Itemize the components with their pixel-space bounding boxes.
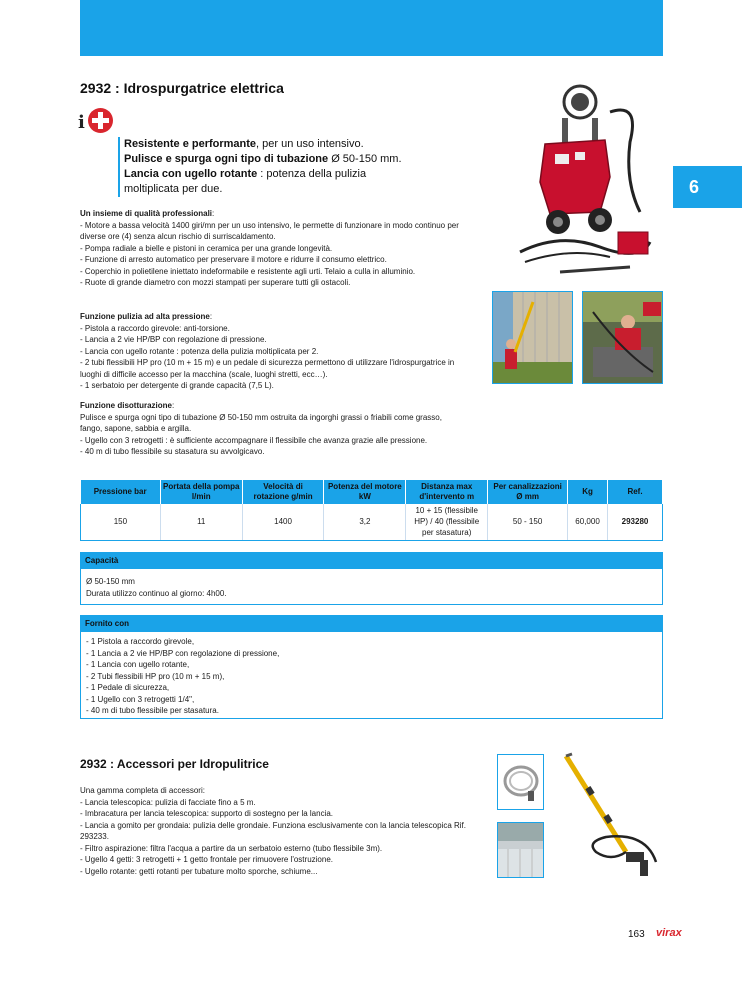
gutter-lance-image (497, 822, 544, 878)
accessories-title: 2932 : Accessori per Idropulitrice (80, 757, 269, 771)
pressure-line: - Lancia a 2 vie HP/BP con regolazione di pressione. (80, 335, 267, 344)
highlight-line: Resistente e performante, per un uso intensivo. (124, 138, 364, 150)
col-power: Potenza del motore kW (324, 480, 406, 504)
col-ref: Ref. (608, 480, 663, 504)
highlight-line: Pulisce e spurga ogni tipo di tubazione Ø 50-150 mm. (124, 153, 402, 165)
supplied-line: - 40 m di tubo flessibile per stasatura. (86, 706, 219, 715)
col-distance: Distanza max d'intervento m (406, 480, 488, 504)
accessories-section (80, 785, 480, 877)
telescopic-lance-image (556, 752, 666, 880)
cell-power: 3,2 (324, 504, 406, 540)
capacity-line: Ø 50-150 mm (86, 577, 135, 586)
supplied-heading: Fornito con (81, 616, 662, 632)
highlight-line: Lancia con ugello rotante : potenza della pulizia moltiplicata per due. (124, 168, 367, 195)
chapter-number: 6 (689, 177, 700, 197)
unclog-line: Pulisce e spurga ogni tipo di tubazione Ø 50-150 mm ostruita da ingorghi grassi o friabili come grasso, fango, sapone, sabbia e argilla. (80, 412, 442, 433)
pressure-heading: Funzione pulizia ad alta pressione (80, 312, 210, 321)
pressure-line: - 1 serbatoio per detergente di grande capacità (7,5 L). (80, 381, 274, 390)
capacity-box (80, 552, 663, 605)
pressure-section: Funzione pulizia ad alta pressione: - Pistola a raccordo girevole: anti-torsione. - Lancia a 2 vie HP/BP con regolazione di pressione. - Lancia con ugello rotante : potenza della pulizia moltiplicata per 2. - 2 tubi flessibili HP pro (10 m + 15 m) e un pedale di sicurezza permettono di utilizzare l'idrospurgatrice in luoghi di difficile accesso per la macchina (scale, luoghi stretti, ecc…). - 1 serbatoio per detergente di grande capacità (7,5 L). (80, 311, 460, 392)
cell-ref: 293280 (608, 504, 663, 540)
chapter-tab[interactable] (673, 166, 742, 208)
unclog-line: - Ugello con 3 retrogetti : è sufficiente accompagnare il flessibile che avanza grazie alle pressione. (80, 435, 428, 445)
col-diameter: Per canalizzazioni Ø mm (488, 480, 568, 504)
hose-coil-image (497, 754, 544, 810)
unclog-heading: Funzione disotturazione (80, 401, 172, 410)
highlights-block (118, 137, 418, 197)
pressure-line: - Pistola a raccordo girevole: anti-torsione. (80, 323, 230, 333)
cell-weight: 60,000 (568, 504, 608, 540)
quality-heading: Un insieme di qualità professionali (80, 209, 213, 218)
supplied-line: - 1 Ugello con 3 retrogetti 1/4", (86, 694, 195, 704)
quality-section: Un insieme di qualità professionali: - Motore a bassa velocità 1400 giri/mn per un uso intensivo, le permette di funzionare in modo continuo per diverse ore (4) senza alcun rischio di surriscaldamento. - Pompa radiale a bielle e pistoni in ceramica per una grande longevità. - Funzione di arresto automatico per preservare il motore e ridurre il consumo elettrico. - Coperchio in polietilene iniettato indeformabile e resistente agli urti. Telaio a culla in alluminio. - Ruote di grande diametro con mozzi stampati per superare tutti gli ostacoli. (80, 209, 459, 287)
capacity-line: Durata utilizzo continuo al giorno: 4h00. (86, 588, 227, 598)
supplied-line: - 1 Lancia a 2 vie HP/BP con regolazione di pressione, (86, 648, 280, 658)
accessory-line: - Ugello rotante: getti rotanti per tubature molto sporche, schiume... (80, 866, 318, 876)
supplied-line: - 1 Pedale di sicurezza, (86, 683, 170, 692)
supplied-line: - 2 Tubi flessibili HP pro (10 m + 15 m), (86, 671, 225, 681)
quality-line: - Ruote di grande diametro con mozzi stampati per superare tutti gli ostacoli. (80, 278, 351, 287)
accessory-line: - Lancia a gomito per grondaia: pulizia delle grondaie. Funziona esclusivamente con la lancia telescopica Rif. 293233. (80, 820, 466, 841)
quality-line: - Funzione di arresto automatico per preservare il motore e ridurre il consumo elettrico. (80, 255, 387, 264)
col-flow: Portata della pompa l/min (160, 480, 242, 504)
brand-logo: virax (656, 927, 682, 939)
col-pressure: Pressione bar (81, 480, 161, 504)
pressure-line: - 2 tubi flessibili HP pro (10 m + 15 m) e un pedale di sicurezza permettono di utilizzare l'idrospurgatrice in luoghi di difficile accesso per la macchina (scale, luoghi stretti, ecc…). (80, 358, 455, 379)
swiss-cross-icon (88, 108, 113, 133)
cell-rotation: 1400 (242, 504, 324, 540)
accessory-line: - Ugello 4 getti: 3 retrogetti + 1 getto frontale per rimuovere l'ostruzione. (80, 855, 333, 864)
facade-cleaning-photo (492, 291, 573, 384)
accessory-line: - Lancia telescopica: pulizia di facciate fino a 5 m. (80, 797, 256, 807)
unclog-section: Funzione disotturazione: Pulisce e spurga ogni tipo di tubazione Ø 50-150 mm ostruita da ingorghi grassi o friabili come grasso, fango, sapone, sabbia e argilla. - Ugello con 3 retrogetti : è sufficiente accompagnare il flessibile che avanza grazie alle pressione. - 40 m di tubo flessibile su stasatura su avvolgicavo. (80, 400, 460, 458)
supplied-line: - 1 Lancia con ugello rotante, (86, 660, 190, 669)
accessory-line: Una gamma completa di accessori: (80, 786, 205, 795)
info-icon[interactable] (78, 108, 114, 134)
spec-header-row (81, 480, 663, 504)
table-row (81, 504, 663, 540)
product-title: 2932 : Idrospurgatrice elettrica (80, 80, 284, 96)
unclog-line: - 40 m di tubo flessibile su stasatura su avvolgicavo. (80, 447, 265, 456)
quality-line: - Pompa radiale a bielle e pistoni in ceramica per una grande longevità. (80, 243, 333, 253)
spec-table (80, 480, 663, 541)
cell-diameter: 50 - 150 (488, 504, 568, 540)
top-color-band (80, 0, 663, 56)
page-number: 163 (628, 929, 645, 940)
supplied-box (80, 615, 663, 719)
col-rotation: Velocità di rotazione g/min (242, 480, 324, 504)
cell-pressure: 150 (81, 504, 161, 540)
col-weight: Kg (568, 480, 608, 504)
drain-cleaning-photo (582, 291, 663, 384)
supplied-line: - 1 Pistola a raccordo girevole, (86, 637, 195, 646)
pressure-line: - Lancia con ugello rotante : potenza della pulizia moltiplicata per 2. (80, 346, 319, 356)
accessory-line: - Imbracatura per lancia telescopica: supporto di sostegno per la lancia. (80, 809, 334, 818)
accessory-line: - Filtro aspirazione: filtra l'acqua a partire da un serbatoio esterno (tubo flessibile 3m). (80, 843, 383, 853)
quality-line: - Motore a bassa velocità 1400 giri/mn per un uso intensivo, le permette di funzionare in modo continuo per diverse ore (4) senza alcun rischio di surriscaldamento. (80, 220, 459, 241)
cell-distance: 10 + 15 (flessibile HP) / 40 (flessibile per stasatura) (406, 504, 488, 540)
quality-line: - Coperchio in polietilene iniettato indeformabile e resistente agli urti. Telaio a culla in alluminio. (80, 266, 416, 276)
capacity-heading: Capacità (81, 553, 662, 569)
pressure-washer-image (500, 82, 660, 282)
cell-flow: 11 (160, 504, 242, 540)
info-letter: i (78, 112, 85, 133)
